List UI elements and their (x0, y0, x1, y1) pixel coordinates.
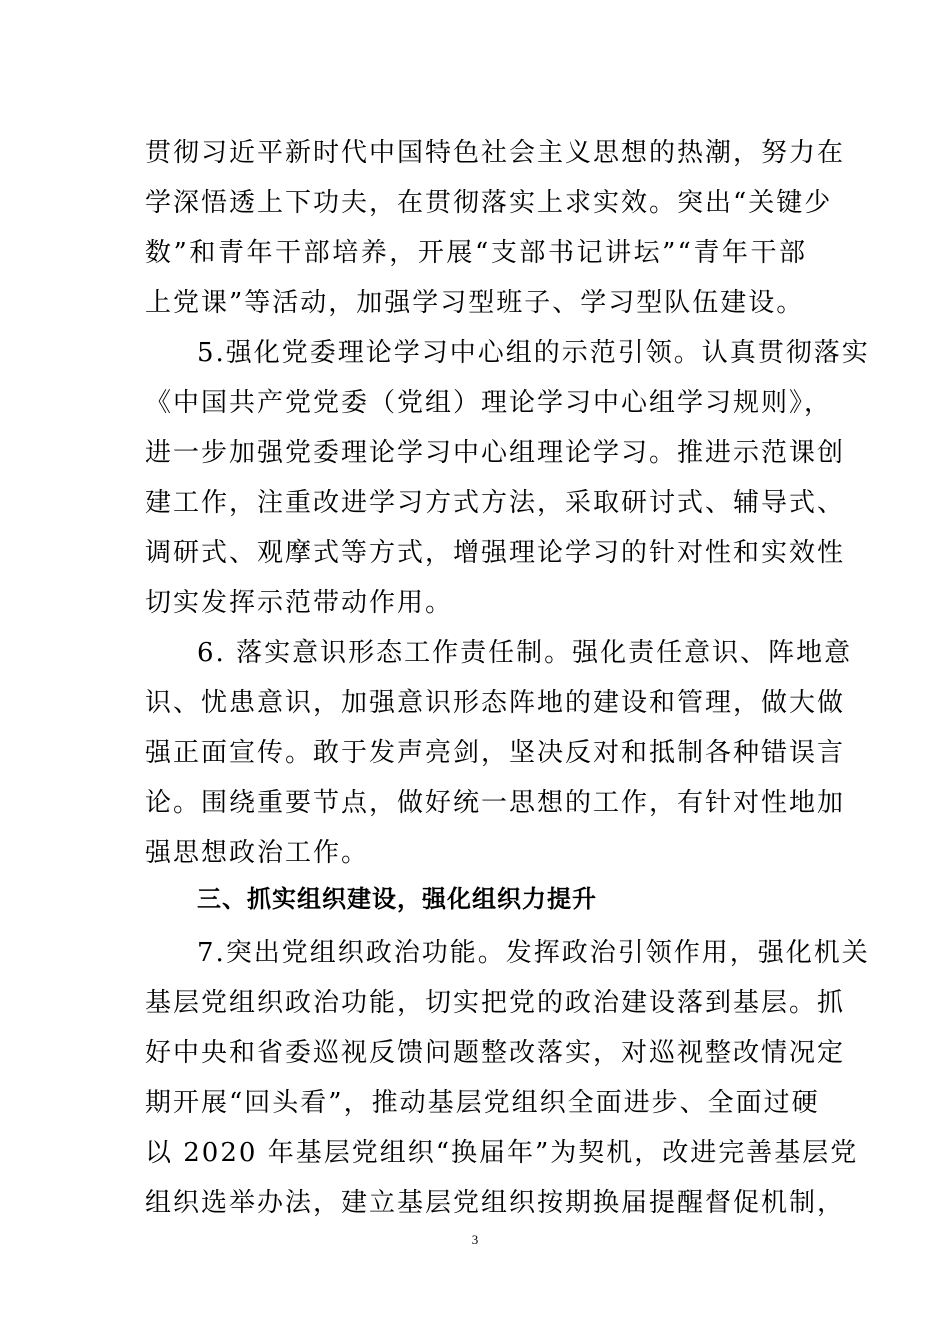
paragraph-7-line-6: 组织选举办法，建立基层党组织按期换届提醒督促机制， (145, 1188, 846, 1218)
section-heading: 三、抓实组织建设，强化组织力提升 (197, 885, 597, 913)
paragraph-6-line-1: 6. 落实意识形态工作责任制。强化责任意识、阵地意 (197, 638, 853, 668)
paragraph-5-line-6: 切实发挥示范带动作用。 (145, 588, 454, 618)
paragraph-6-line-4: 论。围绕重要节点，做好统一思想的工作，有针对性地加 (145, 788, 846, 818)
page-number: 3 (471, 1232, 479, 1247)
paragraph-5-line-2: 《中国共产党党委（党组）理论学习中心组学习规则》， (145, 388, 833, 418)
paragraph-7-line-5: 以 2020 年基层党组织“换届年”为契机，改进完善基层党 (145, 1138, 859, 1168)
paragraph-7-line-3: 好中央和省委巡视反馈问题整改落实，对巡视整改情况定 (145, 1038, 846, 1068)
paragraph-5-line-3: 进一步加强党委理论学习中心组理论学习。推进示范课创 (145, 438, 846, 468)
paragraph-6-line-5: 强思想政治工作。 (145, 838, 370, 868)
paragraph-6-line-2: 识、忧患意识，加强意识形态阵地的建设和管理，做大做 (145, 688, 846, 718)
body-line-4: 上党课”等活动，加强学习型班子、学习型队伍建设。 (145, 288, 805, 318)
paragraph-7-line-1: 7.突出党组织政治功能。发挥政治引领作用，强化机关 (197, 938, 870, 968)
paragraph-5-line-4: 建工作，注重改进学习方式方法，采取研讨式、辅导式、 (145, 488, 846, 518)
body-line-2: 学深悟透上下功夫，在贯彻落实上求实效。突出“关键少 (145, 188, 833, 218)
paragraph-6-line-3: 强正面宣传。敢于发声亮剑，坚决反对和抵制各种错误言 (145, 738, 846, 768)
paragraph-5-line-1: 5.强化党委理论学习中心组的示范引领。认真贯彻落实 (197, 338, 870, 368)
paragraph-5-line-5: 调研式、观摩式等方式，增强理论学习的针对性和实效性 (145, 538, 846, 568)
body-line-3: 数”和青年干部培养，开展“支部书记讲坛”“青年干部 (145, 238, 807, 268)
paragraph-7-line-2: 基层党组织政治功能，切实把党的政治建设落到基层。抓 (145, 988, 846, 1018)
body-line-1: 贯彻习近平新时代中国特色社会主义思想的热潮，努力在 (145, 138, 846, 168)
paragraph-7-line-4: 期开展“回头看”，推动基层党组织全面进步、全面过硬 (145, 1088, 820, 1118)
